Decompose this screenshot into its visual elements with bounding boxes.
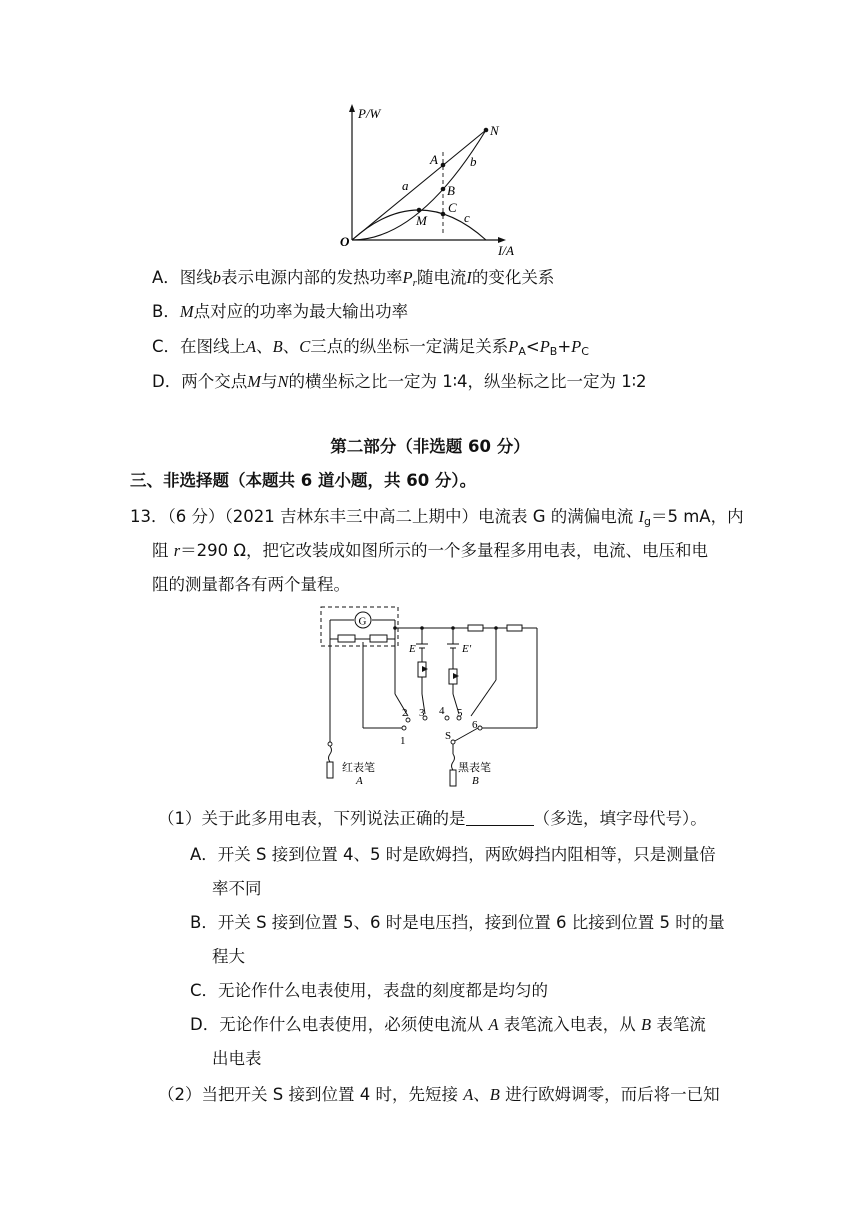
x-axis-label: I/A: [498, 243, 514, 258]
label-curve-b: b: [470, 154, 477, 169]
label-pos-1: 1: [400, 735, 406, 747]
label-C: C: [448, 200, 457, 215]
label-pos-5: 5: [457, 707, 463, 719]
multimeter-circuit: [318, 604, 542, 796]
label-pos-6: 6: [472, 719, 478, 731]
power-current-graph: [300, 98, 550, 260]
sub1-stem: （1）关于此多用电表，下列说法正确的是 （多选，填字母代号）。: [158, 809, 707, 828]
sub1-option-a-line1: A．开关 S 接到位置 4、5 时是欧姆挡，两欧姆挡内阻相等，只是测量倍: [190, 845, 716, 864]
q12-option-c: C．在图线上A、B、C三点的纵坐标一定满足关系$P_A<P_B+P_C$: [152, 337, 589, 358]
label-curve-c: c: [464, 210, 470, 225]
point-C: [441, 212, 446, 217]
sub1-option-a-line2: 率不同: [212, 879, 262, 898]
label-M: M: [416, 213, 427, 228]
sub1-option-d-line2: 出电表: [212, 1049, 262, 1068]
sub1-option-b-line1: B．开关 S 接到位置 5、6 时是电压挡，接到位置 6 比接到位置 5 时的量: [190, 913, 725, 932]
point-A: [441, 163, 446, 168]
q12-option-a: A．图线b表示电源内部的发热功率$P_r$随电流I的变化关系: [152, 268, 555, 289]
label-pos-4: 4: [439, 705, 445, 717]
label-N: N: [490, 123, 499, 138]
galvanometer-label: G: [358, 615, 367, 628]
sub1-option-b-line2: 程大: [212, 947, 245, 966]
q12-option-d: D．两个交点M与N的横坐标之比一定为 1∶4，纵坐标之比一定为 1∶2: [152, 372, 647, 391]
sub1-option-c: C．无论作什么电表使用，表盘的刻度都是均匀的: [190, 981, 549, 1000]
label-E: E: [409, 643, 416, 655]
origin-label: O: [340, 234, 350, 249]
y-axis-label: P/W: [358, 106, 381, 121]
black-probe-label: 黑表笔: [458, 761, 491, 774]
label-E-prime: E′: [462, 643, 472, 655]
red-probe-label: 红表笔: [342, 761, 375, 774]
q12-option-b: B．M点对应的功率为最大输出功率: [152, 302, 409, 321]
point-B: [441, 187, 446, 192]
label-B: B: [447, 183, 455, 198]
sub1-option-d-line1: D．无论作什么电表使用，必须使电流从 A 表笔流入电表，从 B 表笔流: [190, 1015, 706, 1034]
point-M: [417, 208, 422, 213]
label-curve-a: a: [402, 178, 409, 193]
black-probe-B: B: [472, 775, 479, 787]
q13-line3: 阻的测量都各有两个量程。: [152, 575, 350, 594]
label-pos-2: 2: [402, 707, 408, 719]
part2-title: 第二部分（非选题 60 分）: [330, 437, 530, 456]
sub2-stem: （2）当把开关 S 接到位置 4 时，先短接 A、B 进行欧姆调零，而后将一已知: [158, 1085, 720, 1104]
label-S: S: [445, 730, 452, 742]
label-pos-3: 3: [419, 707, 425, 719]
point-N: [484, 128, 489, 133]
label-A: A: [430, 152, 438, 167]
q13-line2: 阻 r＝290 Ω，把它改装成如图所示的一个多量程多用电表，电流、电压和电: [152, 541, 709, 560]
answer-blank[interactable]: [466, 809, 534, 826]
red-probe-A: A: [356, 775, 363, 787]
q13-line1: 13．（6 分）（2021 吉林东丰三中高二上期中）电流表 G 的满偏电流 $I_g=5$ mA，内: [130, 507, 744, 528]
section3-title: 三、非选择题（本题共 6 道小题，共 60 分）。: [130, 471, 477, 490]
